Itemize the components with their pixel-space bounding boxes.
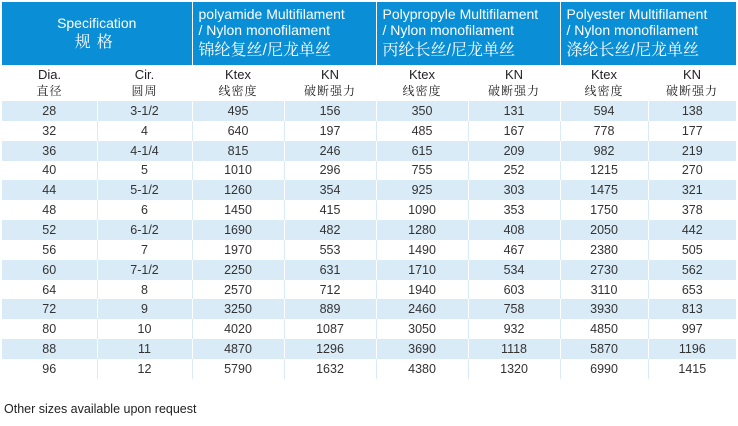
table-cell: 562	[648, 260, 736, 280]
group-subtitle: / Nylon monofilament	[382, 21, 515, 38]
table-row	[2, 220, 736, 240]
table-cell: 653	[648, 280, 736, 300]
table-cell: 131	[468, 101, 560, 121]
table-cell: 3690	[376, 339, 468, 359]
table-cell: 9	[97, 299, 192, 319]
table-cell: 4-1/4	[97, 141, 192, 161]
spec-table	[2, 2, 736, 379]
group-title: polyamide Multifilament	[198, 5, 345, 22]
table-cell: 712	[284, 280, 376, 300]
table-cell: 12	[97, 359, 192, 379]
table-cell: 997	[648, 319, 736, 339]
table-row	[2, 359, 736, 379]
table-cell: 1196	[648, 339, 736, 359]
specification-header	[2, 2, 192, 65]
table-cell: 1260	[192, 180, 284, 200]
col-header-kn: KN 破断强力	[648, 65, 736, 101]
col-header-ktex: Ktex 线密度	[192, 65, 284, 101]
table-cell: 1010	[192, 161, 284, 181]
table-cell: 1475	[560, 180, 648, 200]
table-cell: 495	[192, 101, 284, 121]
table-cell: 80	[2, 319, 97, 339]
table-cell: 4850	[560, 319, 648, 339]
table-cell: 6-1/2	[97, 220, 192, 240]
table-cell: 1415	[648, 359, 736, 379]
table-row	[2, 339, 736, 359]
group-title-cn: 涤纶长丝/尼龙单丝	[566, 41, 699, 59]
table-cell: 925	[376, 180, 468, 200]
subheader-row	[2, 65, 736, 101]
table-cell: 1940	[376, 280, 468, 300]
table-cell: 1450	[192, 200, 284, 220]
table-cell: 296	[284, 161, 376, 181]
col-header-ktex: Ktex 线密度	[376, 65, 468, 101]
table-cell: 813	[648, 299, 736, 319]
table-cell: 1632	[284, 359, 376, 379]
table-cell: 534	[468, 260, 560, 280]
table-cell: 505	[648, 240, 736, 260]
table-row	[2, 299, 736, 319]
table-row	[2, 319, 736, 339]
table-row	[2, 200, 736, 220]
table-cell: 1320	[468, 359, 560, 379]
table-cell: 96	[2, 359, 97, 379]
group-title-cn: 锦纶复丝/尼龙单丝	[198, 41, 331, 59]
table-cell: 156	[284, 101, 376, 121]
table-cell: 5790	[192, 359, 284, 379]
table-cell: 303	[468, 180, 560, 200]
table-cell: 5870	[560, 339, 648, 359]
table-cell: 219	[648, 141, 736, 161]
table-row	[2, 101, 736, 121]
specification-label-cn: 规格	[74, 33, 119, 51]
table-cell: 3930	[560, 299, 648, 319]
table-cell: 6990	[560, 359, 648, 379]
table-cell: 553	[284, 240, 376, 260]
table-cell: 1490	[376, 240, 468, 260]
table-row	[2, 161, 736, 181]
table-cell: 2380	[560, 240, 648, 260]
table-cell: 197	[284, 121, 376, 141]
table-cell: 631	[284, 260, 376, 280]
table-cell: 321	[648, 180, 736, 200]
group-header-polypropyle	[376, 2, 560, 65]
table-cell: 4	[97, 121, 192, 141]
table-cell: 1118	[468, 339, 560, 359]
table-cell: 1087	[284, 319, 376, 339]
group-title-cn: 丙纶长丝/尼龙单丝	[382, 41, 515, 59]
table-cell: 88	[2, 339, 97, 359]
header-row	[2, 2, 736, 65]
specification-label: Specification	[57, 14, 137, 31]
table-cell: 270	[648, 161, 736, 181]
table-cell: 10	[97, 319, 192, 339]
table-cell: 11	[97, 339, 192, 359]
col-header-ktex: Ktex 线密度	[560, 65, 648, 101]
footnote: Other sizes available upon request	[4, 402, 197, 416]
group-subtitle: / Nylon monofilament	[198, 21, 331, 38]
table-cell: 52	[2, 220, 97, 240]
table-cell: 246	[284, 141, 376, 161]
table-cell: 485	[376, 121, 468, 141]
table-cell: 3050	[376, 319, 468, 339]
table-cell: 209	[468, 141, 560, 161]
table-cell: 378	[648, 200, 736, 220]
table-cell: 889	[284, 299, 376, 319]
group-title: Polypropyle Multifilament	[382, 5, 539, 22]
table-cell: 482	[284, 220, 376, 240]
table-cell: 353	[468, 200, 560, 220]
table-cell: 3110	[560, 280, 648, 300]
table-cell: 442	[648, 220, 736, 240]
table-cell: 252	[468, 161, 560, 181]
table-cell: 2570	[192, 280, 284, 300]
table-cell: 415	[284, 200, 376, 220]
table-row	[2, 280, 736, 300]
table-cell: 7	[97, 240, 192, 260]
table-cell: 982	[560, 141, 648, 161]
table-cell: 5	[97, 161, 192, 181]
table-cell: 4380	[376, 359, 468, 379]
table-cell: 1690	[192, 220, 284, 240]
table-cell: 815	[192, 141, 284, 161]
table-cell: 350	[376, 101, 468, 121]
table-cell: 28	[2, 101, 97, 121]
table-cell: 44	[2, 180, 97, 200]
col-header-kn: KN 破断强力	[468, 65, 560, 101]
table-row	[2, 260, 736, 280]
table-cell: 1280	[376, 220, 468, 240]
table-row	[2, 240, 736, 260]
table-cell: 1215	[560, 161, 648, 181]
table-cell: 6	[97, 200, 192, 220]
table-cell: 3250	[192, 299, 284, 319]
table-cell: 177	[648, 121, 736, 141]
group-header-polyamide	[192, 2, 376, 65]
table-cell: 8	[97, 280, 192, 300]
table-row	[2, 180, 736, 200]
col-header-dia: Dia. 直径	[2, 65, 97, 101]
table-cell: 1296	[284, 339, 376, 359]
table-cell: 167	[468, 121, 560, 141]
table-cell: 1970	[192, 240, 284, 260]
table-cell: 60	[2, 260, 97, 280]
table-body	[2, 101, 736, 379]
table-cell: 758	[468, 299, 560, 319]
table-cell: 64	[2, 280, 97, 300]
table-cell: 40	[2, 161, 97, 181]
table-cell: 932	[468, 319, 560, 339]
table-cell: 778	[560, 121, 648, 141]
group-subtitle: / Nylon monofilament	[566, 21, 699, 38]
table-cell: 603	[468, 280, 560, 300]
table-cell: 5-1/2	[97, 180, 192, 200]
table-cell: 755	[376, 161, 468, 181]
table-cell: 2730	[560, 260, 648, 280]
group-header-polyester	[560, 2, 736, 65]
table-cell: 48	[2, 200, 97, 220]
table-cell: 138	[648, 101, 736, 121]
table-cell: 56	[2, 240, 97, 260]
table-cell: 2250	[192, 260, 284, 280]
table-cell: 2050	[560, 220, 648, 240]
table-cell: 467	[468, 240, 560, 260]
table-row	[2, 141, 736, 161]
table-row	[2, 121, 736, 141]
table-cell: 4020	[192, 319, 284, 339]
table-cell: 1750	[560, 200, 648, 220]
table-cell: 4870	[192, 339, 284, 359]
table-cell: 1090	[376, 200, 468, 220]
table-cell: 354	[284, 180, 376, 200]
col-header-kn: KN 破断强力	[284, 65, 376, 101]
table-cell: 640	[192, 121, 284, 141]
table-cell: 32	[2, 121, 97, 141]
table-cell: 72	[2, 299, 97, 319]
table-cell: 3-1/2	[97, 101, 192, 121]
table-cell: 1710	[376, 260, 468, 280]
table-cell: 408	[468, 220, 560, 240]
group-title: Polyester Multifilament	[566, 5, 708, 22]
table-cell: 2460	[376, 299, 468, 319]
table-cell: 594	[560, 101, 648, 121]
table-cell: 7-1/2	[97, 260, 192, 280]
col-header-cir: Cir. 圆周	[97, 65, 192, 101]
table-cell: 615	[376, 141, 468, 161]
table-cell: 36	[2, 141, 97, 161]
